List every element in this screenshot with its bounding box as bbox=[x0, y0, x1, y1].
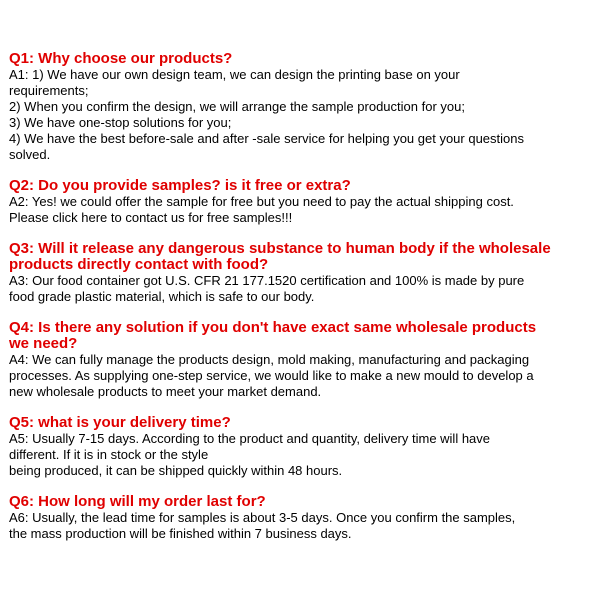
answer-line: A1: 1) We have our own design team, we can design the printing base on your bbox=[9, 67, 460, 82]
answer-line: A6: Usually, the lead time for samples is about 3-5 days. Once you confirm the samples, bbox=[9, 510, 516, 525]
answer-line: Please click here to contact us for free samples!!! bbox=[9, 210, 293, 225]
answer-text bbox=[9, 273, 594, 305]
answer-line: A2: Yes! we could offer the sample for free but you need to pay the actual shipping cost. bbox=[9, 194, 514, 209]
question-line: Q5: what is your delivery time? bbox=[9, 414, 231, 431]
answer-line: the mass production will be finished within 7 business days. bbox=[9, 526, 352, 541]
question-line: Q2: Do you provide samples? is it free or extra? bbox=[9, 177, 351, 194]
answer-line: 4) We have the best before-sale and after -sale service for helping you get your questions bbox=[9, 131, 524, 146]
question-line: Q6: How long will my order last for? bbox=[9, 493, 266, 510]
question-heading bbox=[9, 51, 594, 67]
question-line: Q3: Will it release any dangerous substance to human body if the wholesale bbox=[9, 240, 551, 257]
answer-line: new wholesale products to meet your market demand. bbox=[9, 384, 322, 399]
question-heading bbox=[9, 241, 594, 273]
answer-text bbox=[9, 194, 594, 226]
faq-item-q4 bbox=[9, 320, 594, 400]
question-line: Q1: Why choose our products? bbox=[9, 50, 233, 67]
answer-line: 3) We have one-stop solutions for you; bbox=[9, 115, 232, 130]
faq-item-q1 bbox=[9, 51, 594, 163]
answer-line: different. If it is in stock or the style bbox=[9, 447, 209, 462]
answer-line: A3: Our food container got U.S. CFR 21 177.1520 certification and 100% is made by pure bbox=[9, 273, 525, 288]
question-heading bbox=[9, 178, 594, 194]
question-heading bbox=[9, 320, 594, 352]
question-line: Q4: Is there any solution if you don't have exact same wholesale products bbox=[9, 319, 537, 336]
question-heading bbox=[9, 415, 594, 431]
answer-line: food grade plastic material, which is safe to our body. bbox=[9, 289, 315, 304]
question-line: we need? bbox=[9, 335, 78, 352]
answer-text bbox=[9, 67, 594, 163]
answer-line: 2) When you confirm the design, we will arrange the sample production for you; bbox=[9, 99, 465, 114]
answer-line: A5: Usually 7-15 days. According to the product and quantity, delivery time will have bbox=[9, 431, 491, 446]
answer-line: A4: We can fully manage the products design, mold making, manufacturing and packaging bbox=[9, 352, 530, 367]
answer-text bbox=[9, 352, 594, 400]
faq-item-q3 bbox=[9, 241, 594, 305]
answer-line: solved. bbox=[9, 147, 51, 162]
faq-item-q5 bbox=[9, 415, 594, 479]
question-line: products directly contact with food? bbox=[9, 256, 269, 273]
faq-item-q2 bbox=[9, 178, 594, 226]
question-heading bbox=[9, 494, 594, 510]
answer-line: processes. As supplying one-step service, we would like to make a new mould to develop a bbox=[9, 368, 534, 383]
answer-line: being produced, it can be shipped quickly within 48 hours. bbox=[9, 463, 343, 478]
answer-text bbox=[9, 510, 594, 542]
answer-text bbox=[9, 431, 594, 479]
answer-line: requirements; bbox=[9, 83, 89, 98]
faq-item-q6 bbox=[9, 494, 594, 542]
faq-document bbox=[9, 51, 594, 557]
